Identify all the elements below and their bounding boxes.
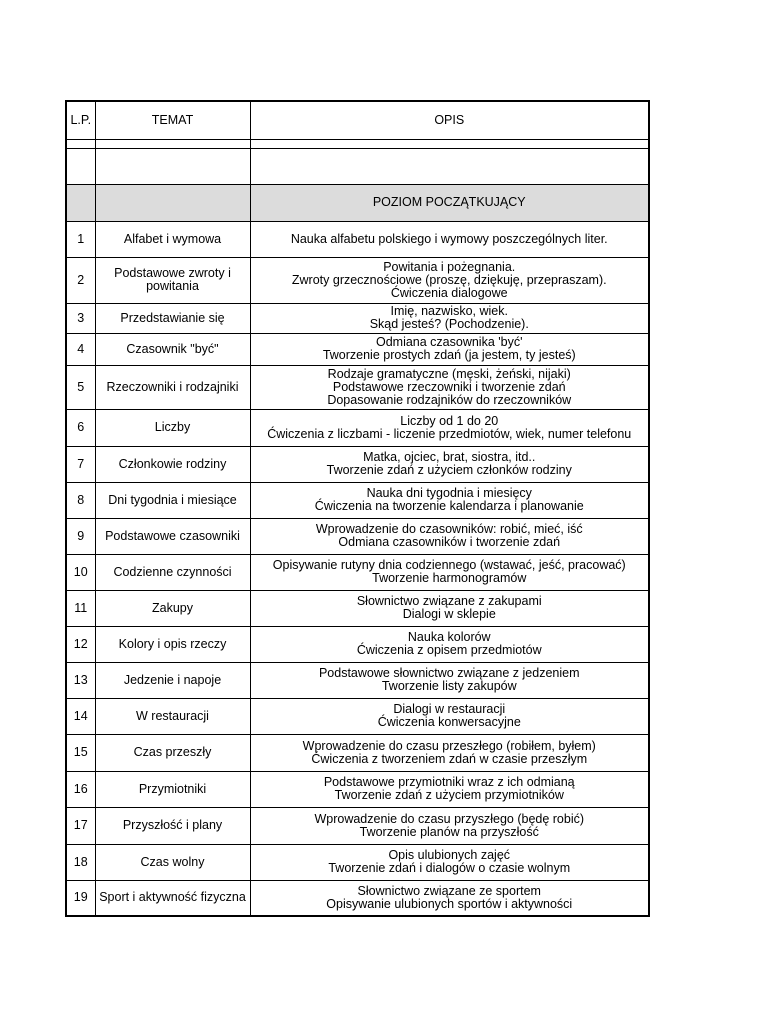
description-cell: Podstawowe słownictwo związane z jedzeniem Tworzenie listy zakupów — [250, 662, 649, 698]
empty-cell — [66, 184, 95, 221]
table-row — [66, 482, 649, 518]
row-number: 8 — [66, 482, 95, 518]
topic-cell: Przyszłość i plany — [95, 807, 250, 844]
description-cell: Wprowadzenie do czasowników: robić, mieć, iść Odmiana czasowników i tworzenie zdań — [250, 518, 649, 554]
row-number: 16 — [66, 771, 95, 807]
description-cell: Rodzaje gramatyczne (męski, żeński, nijaki) Podstawowe rzeczowniki i tworzenie zdań Dopasowanie rodzajników do rzeczowników — [250, 365, 649, 409]
topic-cell: Jedzenie i napoje — [95, 662, 250, 698]
description-cell: Wprowadzenie do czasu przeszłego (robiłem, byłem) Ćwiczenia z tworzeniem zdań w czasie przeszłym — [250, 734, 649, 771]
row-number: 17 — [66, 807, 95, 844]
description-cell: Matka, ojciec, brat, siostra, itd.. Tworzenie zdań z użyciem członków rodziny — [250, 446, 649, 482]
table-row — [66, 662, 649, 698]
description-cell: Opisywanie rutyny dnia codziennego (wstawać, jeść, pracować) Tworzenie harmonogramów — [250, 554, 649, 590]
row-number: 12 — [66, 626, 95, 662]
empty-cell — [95, 184, 250, 221]
description-cell: Opis ulubionych zajęć Tworzenie zdań i dialogów o czasie wolnym — [250, 844, 649, 880]
table-row — [66, 626, 649, 662]
table-row — [66, 365, 649, 409]
description-cell: Podstawowe przymiotniki wraz z ich odmianą Tworzenie zdań z użyciem przymiotników — [250, 771, 649, 807]
description-cell: Nauka alfabetu polskiego i wymowy poszczególnych liter. — [250, 221, 649, 257]
description-cell: Słownictwo związane z zakupami Dialogi w sklepie — [250, 590, 649, 626]
header-lp: L.P. — [66, 101, 95, 139]
topic-cell: Dni tygodnia i miesiące — [95, 482, 250, 518]
table-row — [66, 807, 649, 844]
description-cell: Imię, nazwisko, wiek. Skąd jesteś? (Pochodzenie). — [250, 303, 649, 333]
row-number: 18 — [66, 844, 95, 880]
table-row — [66, 734, 649, 771]
description-cell: Nauka kolorów Ćwiczenia z opisem przedmiotów — [250, 626, 649, 662]
table-row — [66, 698, 649, 734]
row-number: 3 — [66, 303, 95, 333]
description-cell: Wprowadzenie do czasu przyszłego (będę robić) Tworzenie planów na przyszłość — [250, 807, 649, 844]
topic-cell: Sport i aktywność fizyczna — [95, 880, 250, 916]
row-number: 14 — [66, 698, 95, 734]
spacer-row — [66, 139, 649, 148]
row-number: 19 — [66, 880, 95, 916]
row-number: 13 — [66, 662, 95, 698]
row-number: 6 — [66, 409, 95, 446]
empty-cell — [66, 148, 95, 184]
description-cell: Słownictwo związane ze sportem Opisywanie ulubionych sportów i aktywności — [250, 880, 649, 916]
table-row — [66, 333, 649, 365]
topic-cell: Podstawowe czasowniki — [95, 518, 250, 554]
empty-cell — [66, 139, 95, 148]
topic-cell: Czas wolny — [95, 844, 250, 880]
table-row — [66, 303, 649, 333]
table-row — [66, 554, 649, 590]
row-number: 10 — [66, 554, 95, 590]
row-number: 15 — [66, 734, 95, 771]
table-row — [66, 409, 649, 446]
topic-cell: Podstawowe zwroty i powitania — [95, 257, 250, 303]
topic-cell: Codzienne czynności — [95, 554, 250, 590]
topic-cell: Rzeczowniki i rodzajniki — [95, 365, 250, 409]
description-cell: Odmiana czasownika 'być' Tworzenie prostych zdań (ja jestem, ty jesteś) — [250, 333, 649, 365]
empty-cell — [95, 148, 250, 184]
table-row — [66, 844, 649, 880]
table-row — [66, 771, 649, 807]
topic-cell: Liczby — [95, 409, 250, 446]
row-number: 11 — [66, 590, 95, 626]
topic-cell: Kolory i opis rzeczy — [95, 626, 250, 662]
table-row — [66, 257, 649, 303]
topic-cell: W restauracji — [95, 698, 250, 734]
row-number: 7 — [66, 446, 95, 482]
row-number: 1 — [66, 221, 95, 257]
level-row — [66, 184, 649, 221]
topic-cell: Zakupy — [95, 590, 250, 626]
row-number: 9 — [66, 518, 95, 554]
row-number: 2 — [66, 257, 95, 303]
topic-cell: Czasownik "być" — [95, 333, 250, 365]
topic-cell: Przedstawianie się — [95, 303, 250, 333]
topic-cell: Przymiotniki — [95, 771, 250, 807]
table-row — [66, 590, 649, 626]
curriculum-table — [65, 100, 650, 917]
blank-row — [66, 148, 649, 184]
description-cell: Liczby od 1 do 20 Ćwiczenia z liczbami - liczenie przedmiotów, wiek, numer telefonu — [250, 409, 649, 446]
level-label: POZIOM POCZĄTKUJĄCY — [250, 184, 649, 221]
table-row — [66, 880, 649, 916]
header-temat: TEMAT — [95, 101, 250, 139]
topic-cell: Członkowie rodziny — [95, 446, 250, 482]
table-row — [66, 518, 649, 554]
description-cell: Nauka dni tygodnia i miesięcy Ćwiczenia na tworzenie kalendarza i planowanie — [250, 482, 649, 518]
header-row — [66, 101, 649, 139]
empty-cell — [250, 148, 649, 184]
topic-cell: Czas przeszły — [95, 734, 250, 771]
row-number: 5 — [66, 365, 95, 409]
topic-cell: Alfabet i wymowa — [95, 221, 250, 257]
table-row — [66, 221, 649, 257]
header-opis: OPIS — [250, 101, 649, 139]
description-cell: Dialogi w restauracji Ćwiczenia konwersacyjne — [250, 698, 649, 734]
empty-cell — [95, 139, 250, 148]
empty-cell — [250, 139, 649, 148]
description-cell: Powitania i pożegnania. Zwroty grzecznościowe (proszę, dziękuję, przepraszam). Ćwiczenia dialogowe — [250, 257, 649, 303]
row-number: 4 — [66, 333, 95, 365]
table-row — [66, 446, 649, 482]
